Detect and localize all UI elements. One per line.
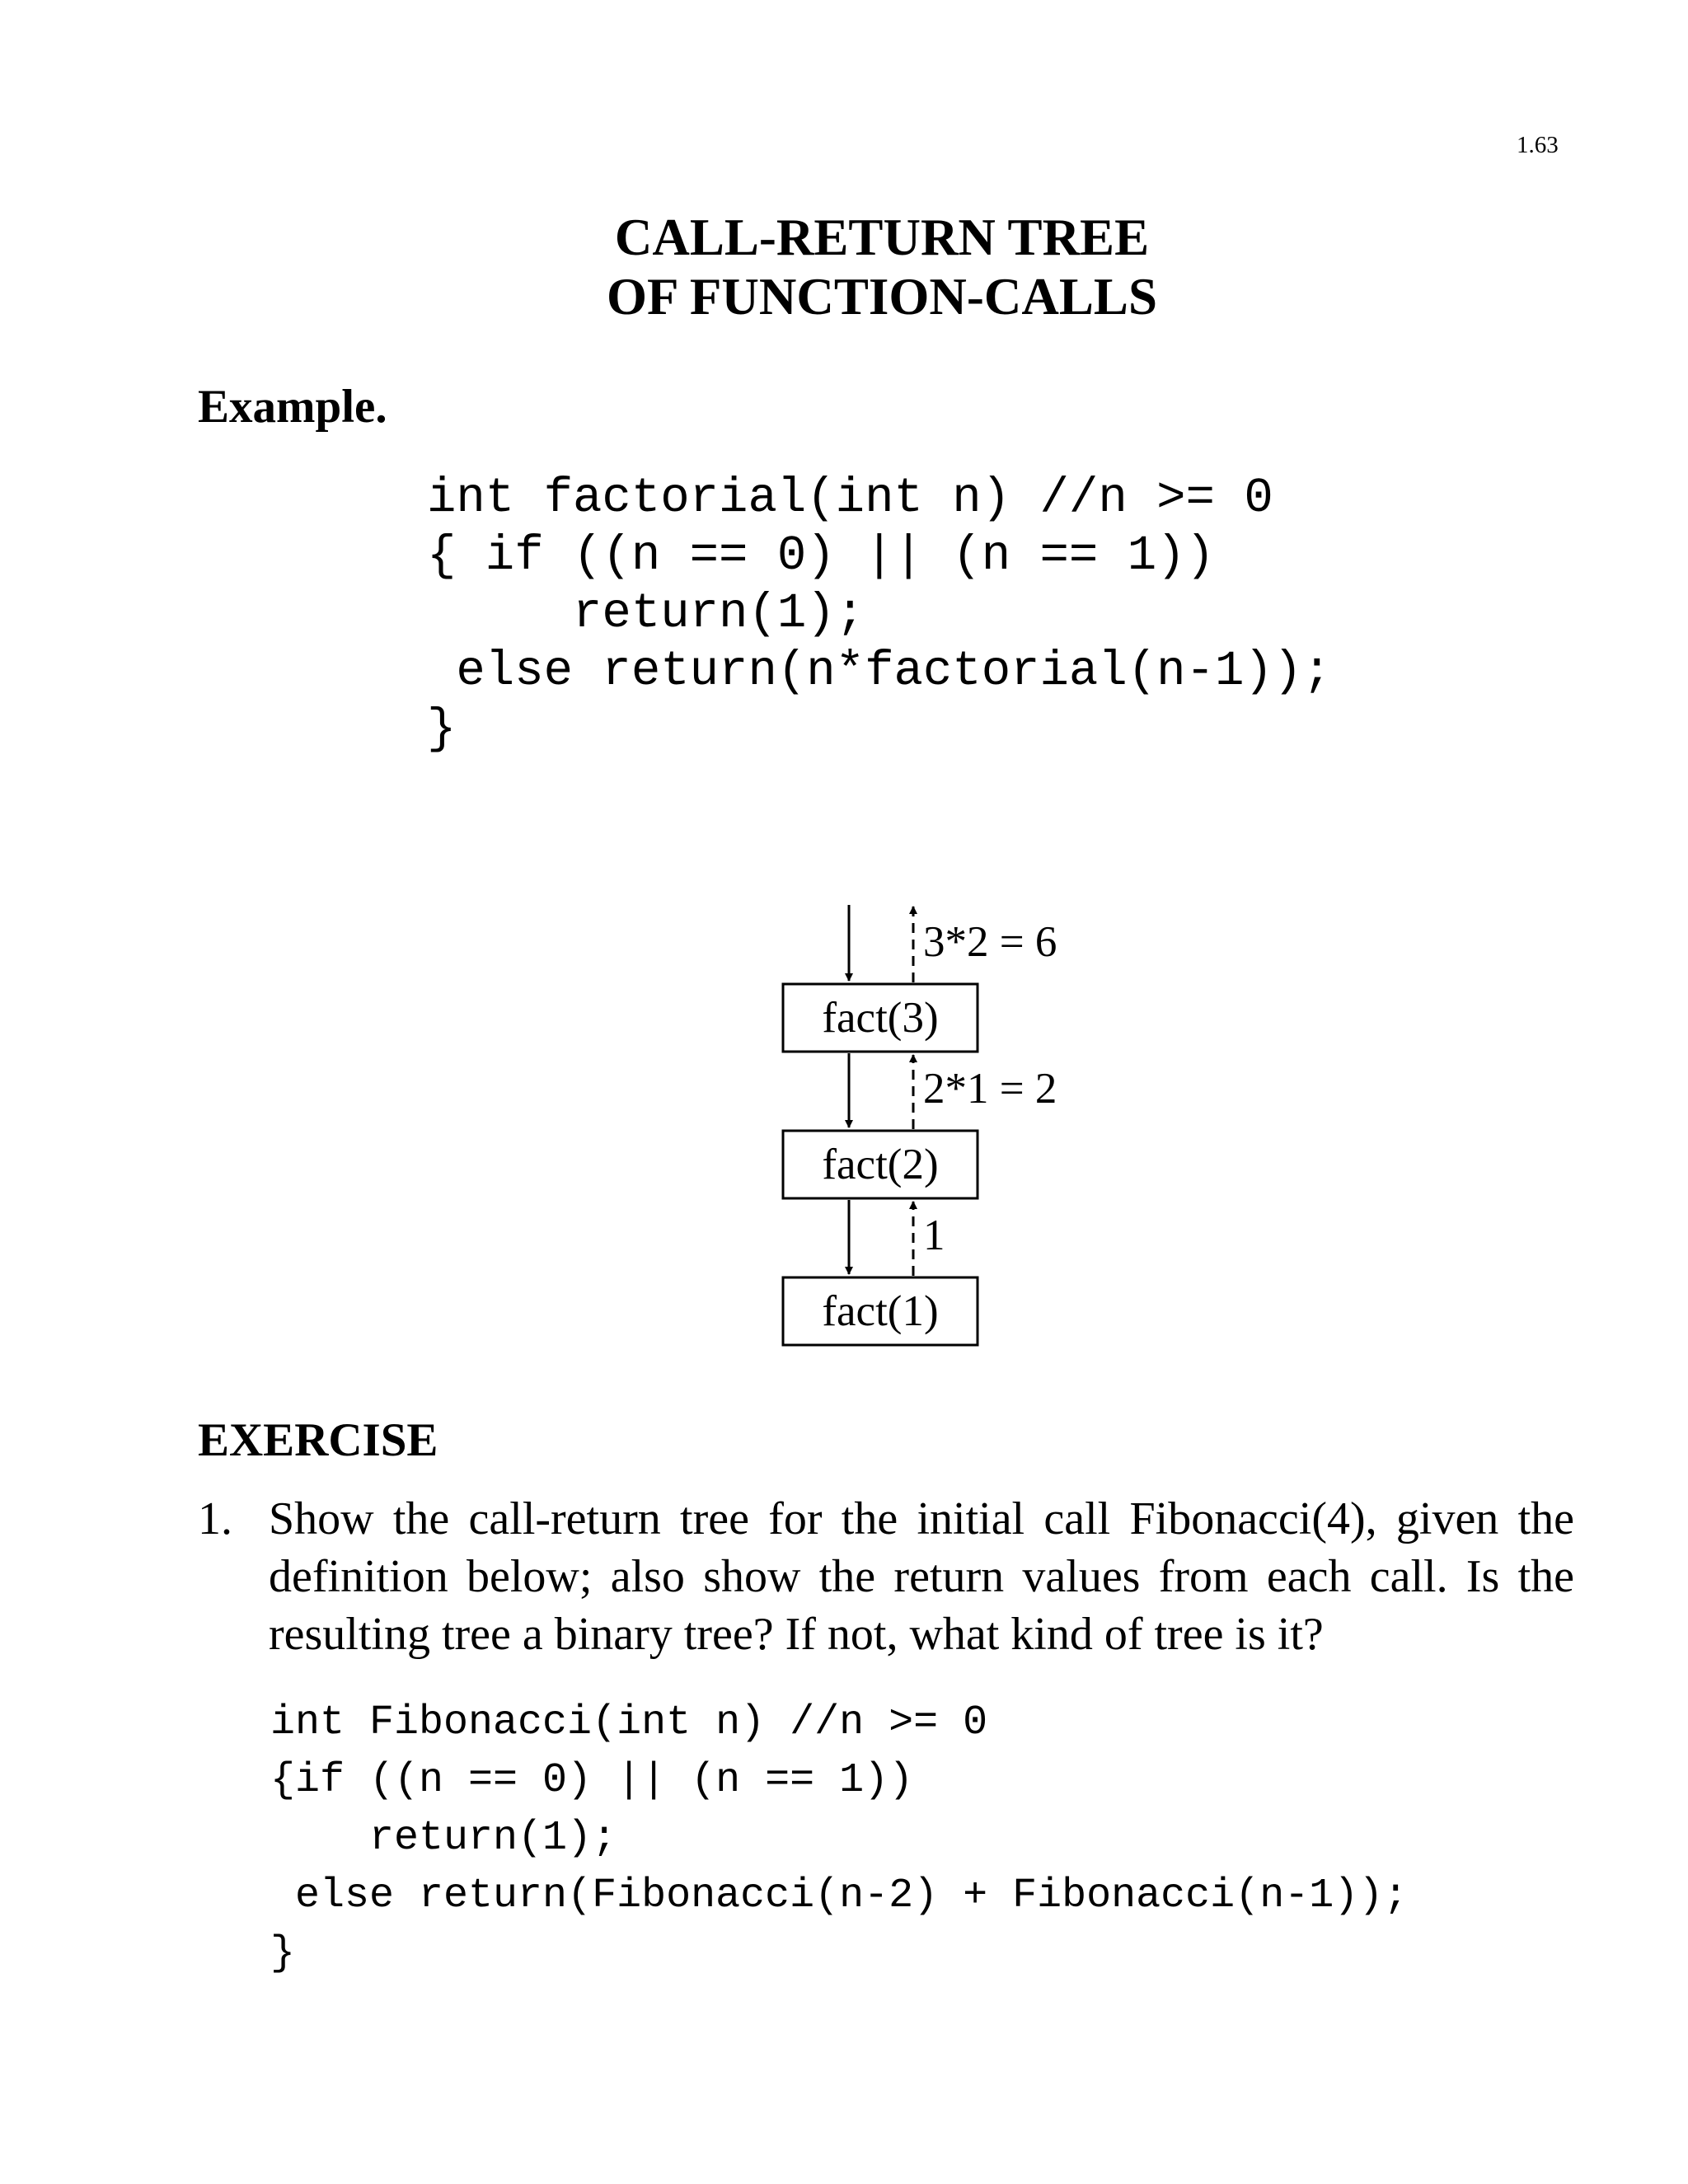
fibonacci-code-block <box>270 1694 1408 1983</box>
exercise-heading: EXERCISE <box>198 1414 438 1466</box>
code-line: int Fibonacci(int n) //n >= 0 <box>270 1699 988 1746</box>
page-number: 1.63 <box>1517 132 1559 158</box>
exercise-text: Show the call-return tree for the initial call Fibonacci(4), given the definition below; also show the return values from each call. Is the resulting tree a binary tree? If not, what kind of tree is it? <box>269 1493 1574 1660</box>
node-label: fact(2) <box>822 1141 939 1188</box>
return-value-label: 1 <box>923 1212 945 1259</box>
code-line: {if ((n == 0) || (n == 1)) <box>270 1757 914 1804</box>
code-line: return(1); <box>427 586 865 641</box>
title-line-2: OF FUNCTION-CALLS <box>607 268 1157 326</box>
node-label: fact(3) <box>822 994 939 1042</box>
node-label: fact(1) <box>822 1287 939 1335</box>
title-line-1: CALL-RETURN TREE <box>614 209 1150 266</box>
code-line: int factorial(int n) //n >= 0 <box>427 471 1273 526</box>
code-line: else return(Fibonacci(n-2) + Fibonacci(n-1)); <box>270 1872 1409 1919</box>
code-line: { if ((n == 0) || (n == 1)) <box>427 528 1215 583</box>
code-line: return(1); <box>270 1815 617 1862</box>
code-line: } <box>427 701 457 757</box>
return-value-label: 2*1 = 2 <box>923 1065 1057 1113</box>
return-value-label: 3*2 = 6 <box>923 918 1057 966</box>
exercise-number: 1. <box>198 1493 232 1544</box>
example-heading: Example. <box>198 381 387 433</box>
code-line: else return(n*factorial(n-1)); <box>427 644 1332 699</box>
code-line: } <box>270 1930 296 1977</box>
